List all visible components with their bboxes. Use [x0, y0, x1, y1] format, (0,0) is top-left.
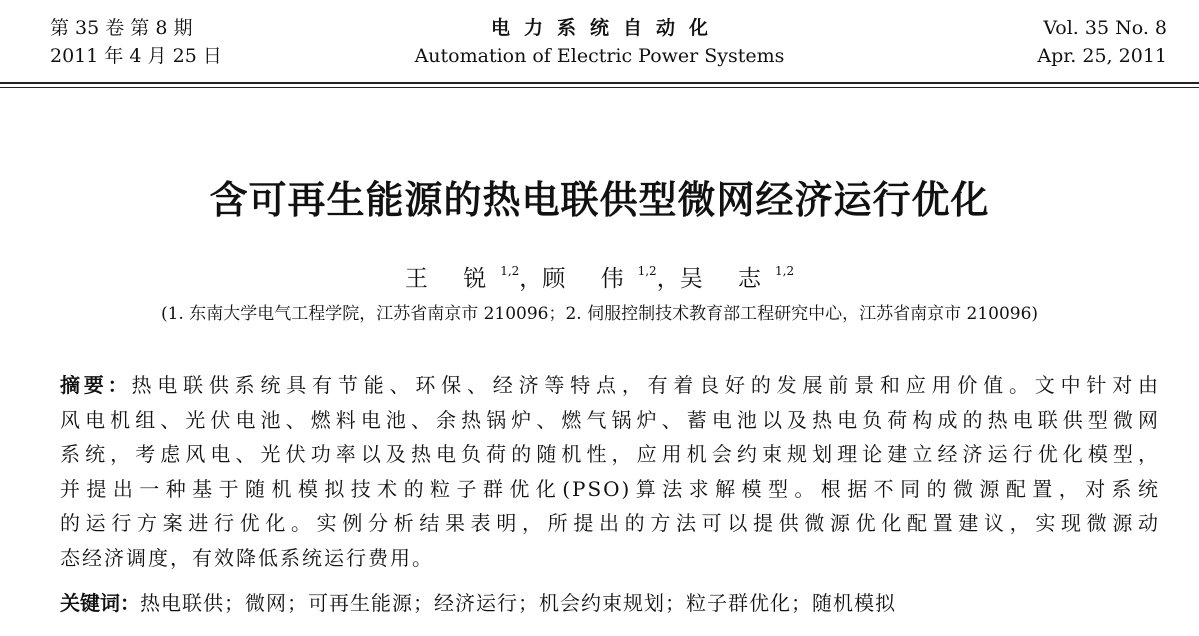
abstract	[60, 368, 1160, 575]
header-rule-thick	[0, 82, 1199, 84]
author-separator: ，	[656, 266, 680, 292]
journal-header-right	[1037, 14, 1167, 70]
date-cn: 2011 年 4 月 25 日	[50, 45, 222, 67]
abstract-line: 并提出一种基于随机模拟技术的粒子群优化(PSO)算法求解模型。根据不同的微源配置，对系统	[60, 476, 1160, 501]
volume-issue-en: Vol. 35 No. 8	[1043, 17, 1167, 39]
keywords-text: 热电联供；微网；可再生能源；经济运行；机会约束规划；粒子群优化；随机模拟	[140, 591, 896, 615]
author-list	[0, 254, 1199, 296]
paper-title: 含可再生能源的热电联供型微网经济运行优化	[209, 178, 990, 222]
volume-issue-cn: 第 35 卷 第 8 期	[50, 17, 193, 39]
abstract-label: 摘要：	[60, 373, 132, 397]
abstract-line: 系统，考虑风电、光伏功率以及热电负荷的随机性，应用机会约束规划理论建立经济运行优化模型，	[60, 442, 1160, 466]
journal-name-cn: 电力系统自动化	[490, 17, 722, 39]
author-affil-mark: 1,2	[500, 264, 520, 278]
author-separator: ，	[519, 266, 543, 292]
abstract-line	[60, 368, 1160, 403]
author-affiliations: (1. 东南大学电气工程学院，江苏省南京市 210096；2. 伺服控制技术教育部工程研究中心，江苏省南京市 210096)	[160, 304, 1039, 324]
author-name: 顾 伟	[542, 266, 638, 292]
keywords-label: 关键词：	[60, 591, 140, 615]
keywords	[60, 586, 1160, 620]
abstract-line: 风电机组、光伏电池、燃料电池、余热锅炉、燃气锅炉、蓄电池以及热电负荷构成的热电联供型微网	[60, 407, 1160, 432]
author-name: 王 锐	[404, 266, 501, 292]
date-en: Apr. 25, 2011	[1037, 45, 1167, 67]
author-affil-mark: 1,2	[637, 264, 657, 278]
author-name: 吴 志	[679, 266, 776, 292]
journal-name-en: Automation of Electric Power Systems	[414, 45, 785, 67]
journal-header-center	[0, 14, 1199, 70]
abstract-line-text: 热电联供系统具有节能、环保、经济等特点，有着良好的发展前景和应用价值。文中针对由	[131, 373, 1161, 397]
abstract-line: 的运行方案进行优化。实例分析结果表明，所提出的方法可以提供微源优化配置建议，实现微源动	[60, 511, 1160, 535]
abstract-line: 态经济调度，有效降低系统运行费用。	[60, 545, 434, 570]
author-affil-mark: 1,2	[775, 264, 795, 278]
header-rule-thin	[0, 87, 1199, 88]
